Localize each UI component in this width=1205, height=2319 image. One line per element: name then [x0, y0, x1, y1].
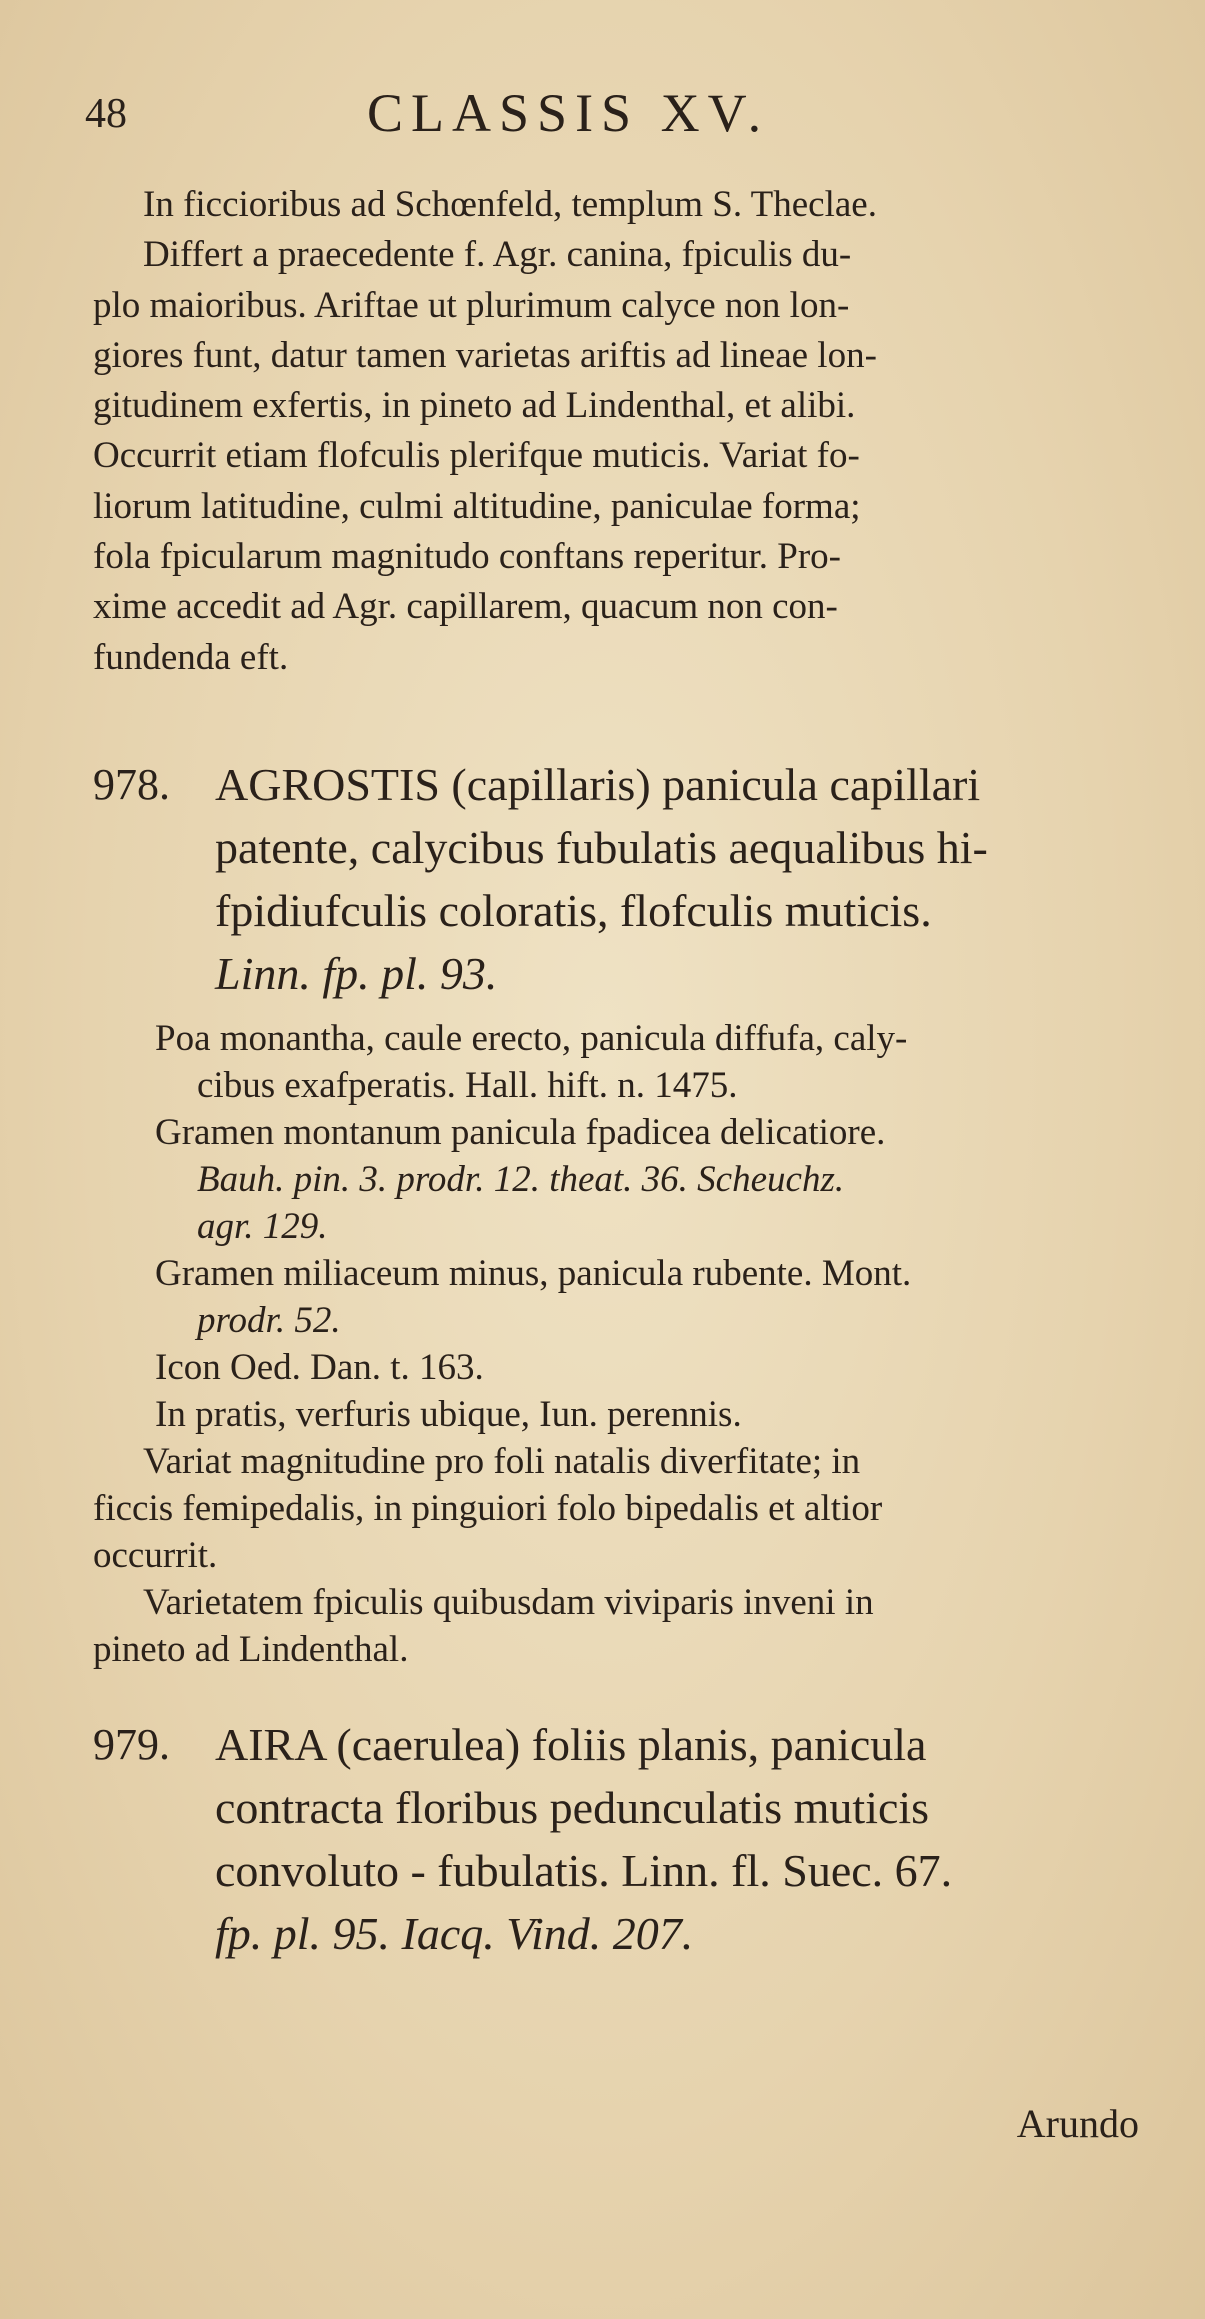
note-line: occurrit.: [93, 1534, 218, 1576]
entry-number: 979.: [93, 1719, 170, 1769]
entry-heading: [215, 753, 1143, 1005]
synonym-line: prodr. 52.: [197, 1299, 341, 1341]
text-line: Differt a praecedente f. Agr. canina, fpiculis du-: [143, 234, 852, 276]
note-line: Variat magnitudine pro foli natalis diverfitate; in: [143, 1440, 861, 1482]
heading-line: fp. pl. 95. Iacq. Vind. 207.: [215, 1907, 694, 1959]
note-line: pineto ad Lindenthal.: [93, 1628, 409, 1670]
heading-line: AIRA (caerulea) foliis planis, panicula: [215, 1718, 927, 1770]
heading-line: Linn. fp. pl. 93.: [215, 947, 498, 999]
heading-line: convoluto - fubulatis. Linn. fl. Suec. 67.: [215, 1844, 953, 1896]
text-line: fola fpicularum magnitudo conftans reperitur. Pro-: [93, 536, 842, 578]
synonyms: [155, 1015, 1143, 1438]
text-line: plo maioribus. Ariftae ut plurimum calyce non lon-: [93, 284, 850, 326]
catchword: Arundo: [1016, 2101, 1139, 2146]
heading-line: patente, calycibus fubulatis aequalibus hi-: [215, 821, 988, 873]
heading-line: contracta floribus pedunculatis muticis: [215, 1781, 930, 1833]
heading-line: AGROSTIS (capillaris) panicula capillari: [215, 758, 981, 810]
synonym-line: cibus exafperatis. Hall. hift. n. 1475.: [197, 1064, 738, 1106]
text-line: Occurrit etiam flofculis plerifque muticis. Variat fo-: [93, 435, 860, 477]
text-line: gitudinem exfertis, in pineto ad Lindenthal, et alibi.: [93, 385, 856, 427]
synonym-line: agr. 129.: [197, 1205, 328, 1247]
synonym-line: Poa monantha, caule erecto, panicula diffufa, caly-: [155, 1017, 908, 1059]
entry-978: [93, 753, 1143, 1005]
page-number: 48: [85, 91, 127, 137]
habitat-line: In pratis, verfuris ubique, Iun. perennis.: [155, 1393, 742, 1435]
entry-979: [93, 1713, 1143, 1965]
synonym-line: Icon Oed. Dan. t. 163.: [155, 1346, 484, 1388]
text-line: In ficcioribus ad Schœnfeld, templum S. Theclae.: [143, 184, 877, 225]
entry-number: 978.: [93, 759, 170, 809]
notes: [93, 1438, 1143, 1673]
text-line: liorum latitudine, culmi altitudine, paniculae forma;: [93, 485, 861, 527]
intro-paragraph-1: [93, 180, 1143, 230]
entry-heading: [215, 1713, 1143, 1965]
note-line: ficcis femipedalis, in pinguiori folo bipedalis et altior: [93, 1487, 883, 1529]
synonym-line: Gramen montanum panicula fpadicea delicatiore.: [155, 1111, 886, 1153]
note-line: Varietatem fpiculis quibusdam viviparis inveni in: [143, 1581, 874, 1623]
synonym-line: Bauh. pin. 3. prodr. 12. theat. 36. Scheuchz.: [197, 1158, 845, 1200]
text-body: [93, 180, 1143, 1965]
synonym-line: Gramen miliaceum minus, panicula rubente. Mont.: [155, 1252, 912, 1294]
running-header: [85, 82, 1105, 152]
intro-paragraph-2: [93, 230, 1143, 683]
running-title: CLASSIS XV.: [367, 83, 770, 143]
text-line: xime accedit ad Agr. capillarem, quacum non con-: [93, 586, 838, 628]
heading-line: fpidiufculis coloratis, flofculis muticis.: [215, 884, 932, 936]
text-line: fundenda eft.: [93, 636, 289, 678]
text-line: giores funt, datur tamen varietas ariftis ad lineae lon-: [93, 334, 877, 376]
